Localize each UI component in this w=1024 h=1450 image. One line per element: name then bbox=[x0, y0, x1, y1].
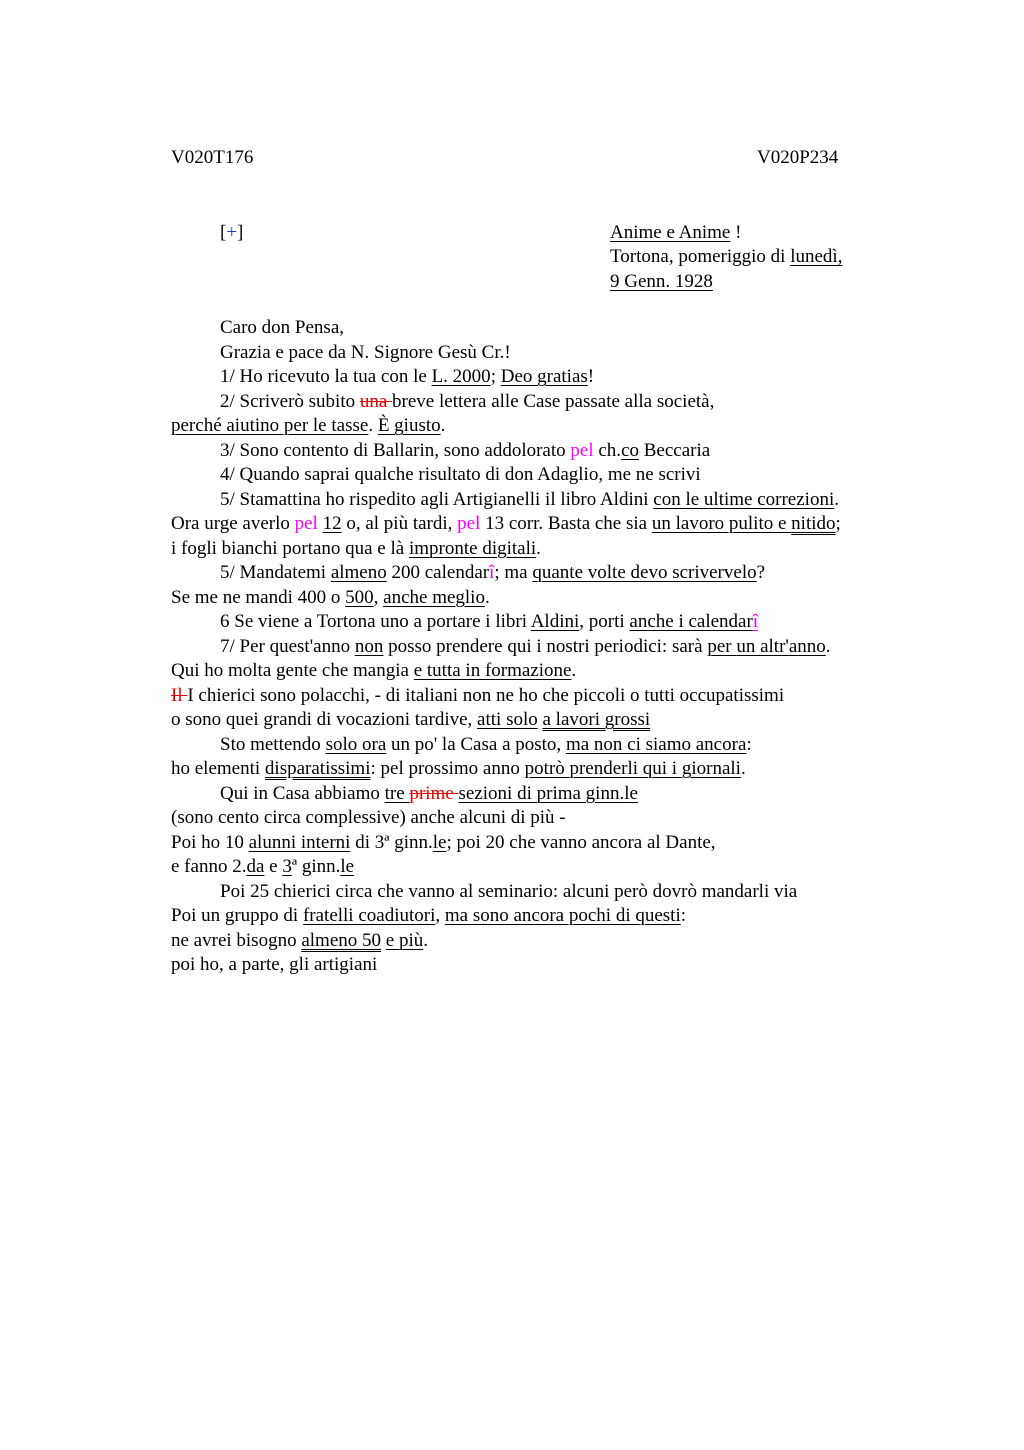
letter-place: Tortona, pomeriggio di lunedì, bbox=[610, 246, 843, 267]
page-code-right: V020P234 bbox=[757, 147, 839, 168]
text-line: 7/ Per quest'anno non posso prendere qui i nostri periodici: sarà per un altr'anno. bbox=[220, 635, 831, 657]
text-line: Ora urge averlo pel 12 o, al più tardi, pel 13 corr. Basta che sia un lavoro pulito e nitido; bbox=[171, 513, 841, 534]
text-line: 1/ Ho ricevuto la tua con le L. 2000; Deo gratias! bbox=[220, 366, 595, 387]
text-line: (sono cento circa complessive) anche alcuni di più - bbox=[171, 807, 566, 828]
highlight: pel bbox=[570, 439, 594, 461]
plus-icon[interactable]: + bbox=[226, 222, 238, 243]
text-line: Qui ho molta gente che mangia e tutta in formazione. bbox=[171, 660, 577, 681]
blessing: Grazia e pace da N. Signore Gesù Cr.! bbox=[220, 341, 511, 363]
salutation: Caro don Pensa, bbox=[220, 317, 345, 338]
deletion: Il bbox=[171, 684, 188, 706]
highlight: î bbox=[752, 611, 759, 632]
expand-marker[interactable]: [+] bbox=[220, 222, 244, 243]
text-line: Qui in Casa abbiamo tre prime sezioni di prima ginn.le bbox=[220, 782, 638, 804]
deletion: prime bbox=[409, 782, 459, 804]
text-line: 3/ Sono contento di Ballarin, sono addolorato pel ch.co Beccaria bbox=[220, 439, 711, 461]
text-line: Se me ne mandi 400 o 500, anche meglio. bbox=[171, 586, 490, 608]
text-line: 4/ Quando saprai qualche risultato di don Adaglio, me ne scrivi bbox=[220, 464, 701, 485]
text-line: 5/ Mandatemi almeno 200 calendarî; ma quante volte devo scrivervelo? bbox=[220, 562, 766, 583]
letter-date: 9 Genn. 1928 bbox=[610, 271, 713, 292]
text-line: Poi un gruppo di fratelli coadiutori, ma sono ancora pochi di questi: bbox=[171, 905, 687, 926]
highlight: pel bbox=[294, 513, 318, 534]
highlight: pel bbox=[457, 513, 481, 534]
text-line: ne avrei bisogno almeno 50 e più. bbox=[171, 929, 428, 951]
text-line: o sono quei grandi di vocazioni tardive, atti solo a lavori grossi bbox=[171, 709, 651, 730]
letter-body bbox=[171, 316, 931, 978]
text-line: 5/ Stamattina ho rispedito agli Artigianelli il libro Aldini con le ultime correzioni. bbox=[220, 488, 839, 510]
text-line: perché aiutino per le tasse. È giusto. bbox=[171, 415, 446, 436]
text-line: Poi 25 chierici circa che vanno al seminario: alcuni però dovrò mandarli via bbox=[220, 880, 798, 902]
text-line: poi ho, a parte, gli artigiani bbox=[171, 954, 378, 975]
letter-title: Anime e Anime ! bbox=[610, 222, 742, 243]
text-line: i fogli bianchi portano qua e là impronte digitali. bbox=[171, 537, 541, 559]
highlight: î bbox=[489, 562, 495, 583]
text-line: Sto mettendo solo ora un po' la Casa a posto, ma non ci siamo ancora: bbox=[220, 733, 752, 755]
text-line: Poi ho 10 alunni interni di 3ª ginn.le; poi 20 che vanno ancora al Dante, bbox=[171, 831, 716, 853]
text-line: ho elementi disparatissimi: pel prossimo anno potrò prenderli qui i giornali. bbox=[171, 758, 746, 779]
text-line: 6 Se viene a Tortona uno a portare i libri Aldini, porti anche i calendarî bbox=[220, 611, 759, 632]
deletion: una bbox=[359, 390, 393, 412]
text-line: e fanno 2.da e 3ª ginn.le bbox=[171, 856, 355, 877]
text-line: Il I chierici sono polacchi, - di italiani non ne ho che piccoli o tutti occupatissimi bbox=[171, 684, 785, 706]
text-line: 2/ Scriverò subito una breve lettera alle Case passate alla società, bbox=[220, 390, 715, 412]
document-code-left: V020T176 bbox=[171, 147, 254, 168]
